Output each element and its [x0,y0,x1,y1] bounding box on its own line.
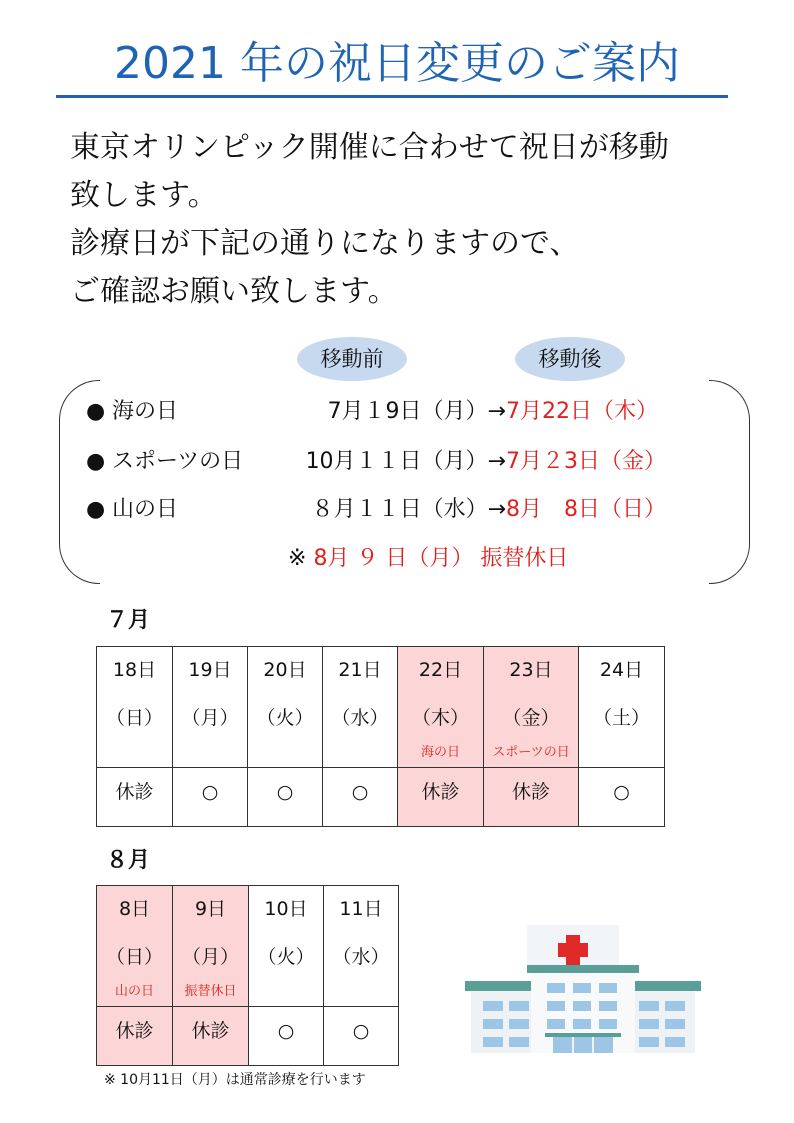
substitute-note [288,541,568,577]
status-text: ○ [351,781,369,803]
label-after: 移動後 [515,337,625,381]
note-text: 8月 ９ 日（月） 振替休日 [313,546,569,571]
day-weekday: （水） [331,707,389,729]
holiday-name: スポーツの日 [112,449,244,474]
day-weekday: （月） [181,946,239,968]
month-label-august: ８月 [106,848,151,873]
day-status [324,1007,399,1066]
day-date: 24日 [599,659,644,681]
month-label-july: ７月 [106,608,151,633]
label-before: 移動前 [297,337,407,381]
day-status [323,768,398,827]
holiday-before: ８月１１日（水）→ [311,497,506,522]
bullet: ● [86,497,106,522]
holiday-after: 8月 8日（日） [506,497,666,522]
day-status [97,768,173,827]
status-text: ○ [201,781,219,803]
day-cell [324,886,399,1007]
note-mark: ※ [288,546,307,571]
day-cell [97,886,173,1007]
hospital-icon [465,925,701,1057]
holiday-name: 海の日 [112,399,179,424]
status-text: ○ [352,1020,370,1042]
day-date: 19日 [188,659,232,681]
day-weekday: （火） [256,707,314,729]
intro-line: 診療日が下記の通りになりますので、 [70,226,580,261]
day-date: 20日 [263,659,307,681]
day-cell [249,886,324,1007]
title-underline [56,95,728,98]
status-text: ○ [613,781,630,803]
intro-line: 致します。 [70,178,218,213]
intro-text [70,124,770,316]
day-status [173,768,248,827]
day-cell [173,886,249,1007]
day-holiday: 振替休日 [184,984,237,999]
day-weekday: （土） [592,707,650,729]
day-cell [173,647,248,768]
status-text: 休診 [115,781,154,803]
day-weekday: （木） [411,707,469,729]
status-text: 休診 [115,1020,154,1042]
holiday-after: 7月22日（木） [506,399,658,424]
intro-line: ご確認お願い致します。 [70,274,398,309]
day-weekday: （日） [105,946,163,968]
day-status [484,768,579,827]
page-title: 2021 年の祝日変更のご案内 [114,38,680,89]
holiday-before: 10月１１日（月）→ [305,449,506,474]
bracket-right [709,380,750,584]
day-cell [484,647,579,768]
day-date: 22日 [418,659,463,681]
day-weekday: （火） [257,946,315,968]
day-weekday: （月） [181,707,239,729]
status-text: 休診 [421,781,460,803]
day-date: 18日 [112,659,157,681]
day-cell [97,647,173,768]
status-text: 休診 [511,781,550,803]
day-status [249,1007,324,1066]
intro-line: 東京オリンピック開催に合わせて祝日が移動 [70,130,669,165]
holiday-name: 山の日 [112,497,179,522]
footnote: ※ 10月11日（月）は通常診療を行います [104,1072,366,1088]
day-date: 8日 [118,898,151,920]
status-text: ○ [276,781,294,803]
holiday-after: 7月２3日（金） [506,449,666,474]
bullet: ● [86,399,106,424]
day-status [97,1007,173,1066]
status-text: ○ [277,1020,295,1042]
july-calendar [96,646,665,827]
day-holiday: 山の日 [114,984,154,999]
day-date: 11日 [339,898,383,920]
day-holiday: 海の日 [420,745,460,760]
day-cell [323,647,398,768]
day-weekday: （金） [502,707,560,729]
day-cell [248,647,323,768]
bullet: ● [86,449,106,474]
day-cell [398,647,484,768]
status-text: 休診 [191,1020,230,1042]
day-status [173,1007,249,1066]
day-cell [579,647,665,768]
day-status [579,768,665,827]
day-holiday: スポーツの日 [492,745,570,760]
day-weekday: （水） [332,946,390,968]
august-calendar [96,885,399,1066]
day-date: 21日 [338,659,382,681]
day-status [248,768,323,827]
day-date: 23日 [509,659,553,681]
day-date: 10日 [264,898,308,920]
day-status [398,768,484,827]
day-date: 9日 [194,898,227,920]
holiday-before: 7月１9日（月）→ [327,399,506,424]
day-weekday: （日） [105,707,163,729]
